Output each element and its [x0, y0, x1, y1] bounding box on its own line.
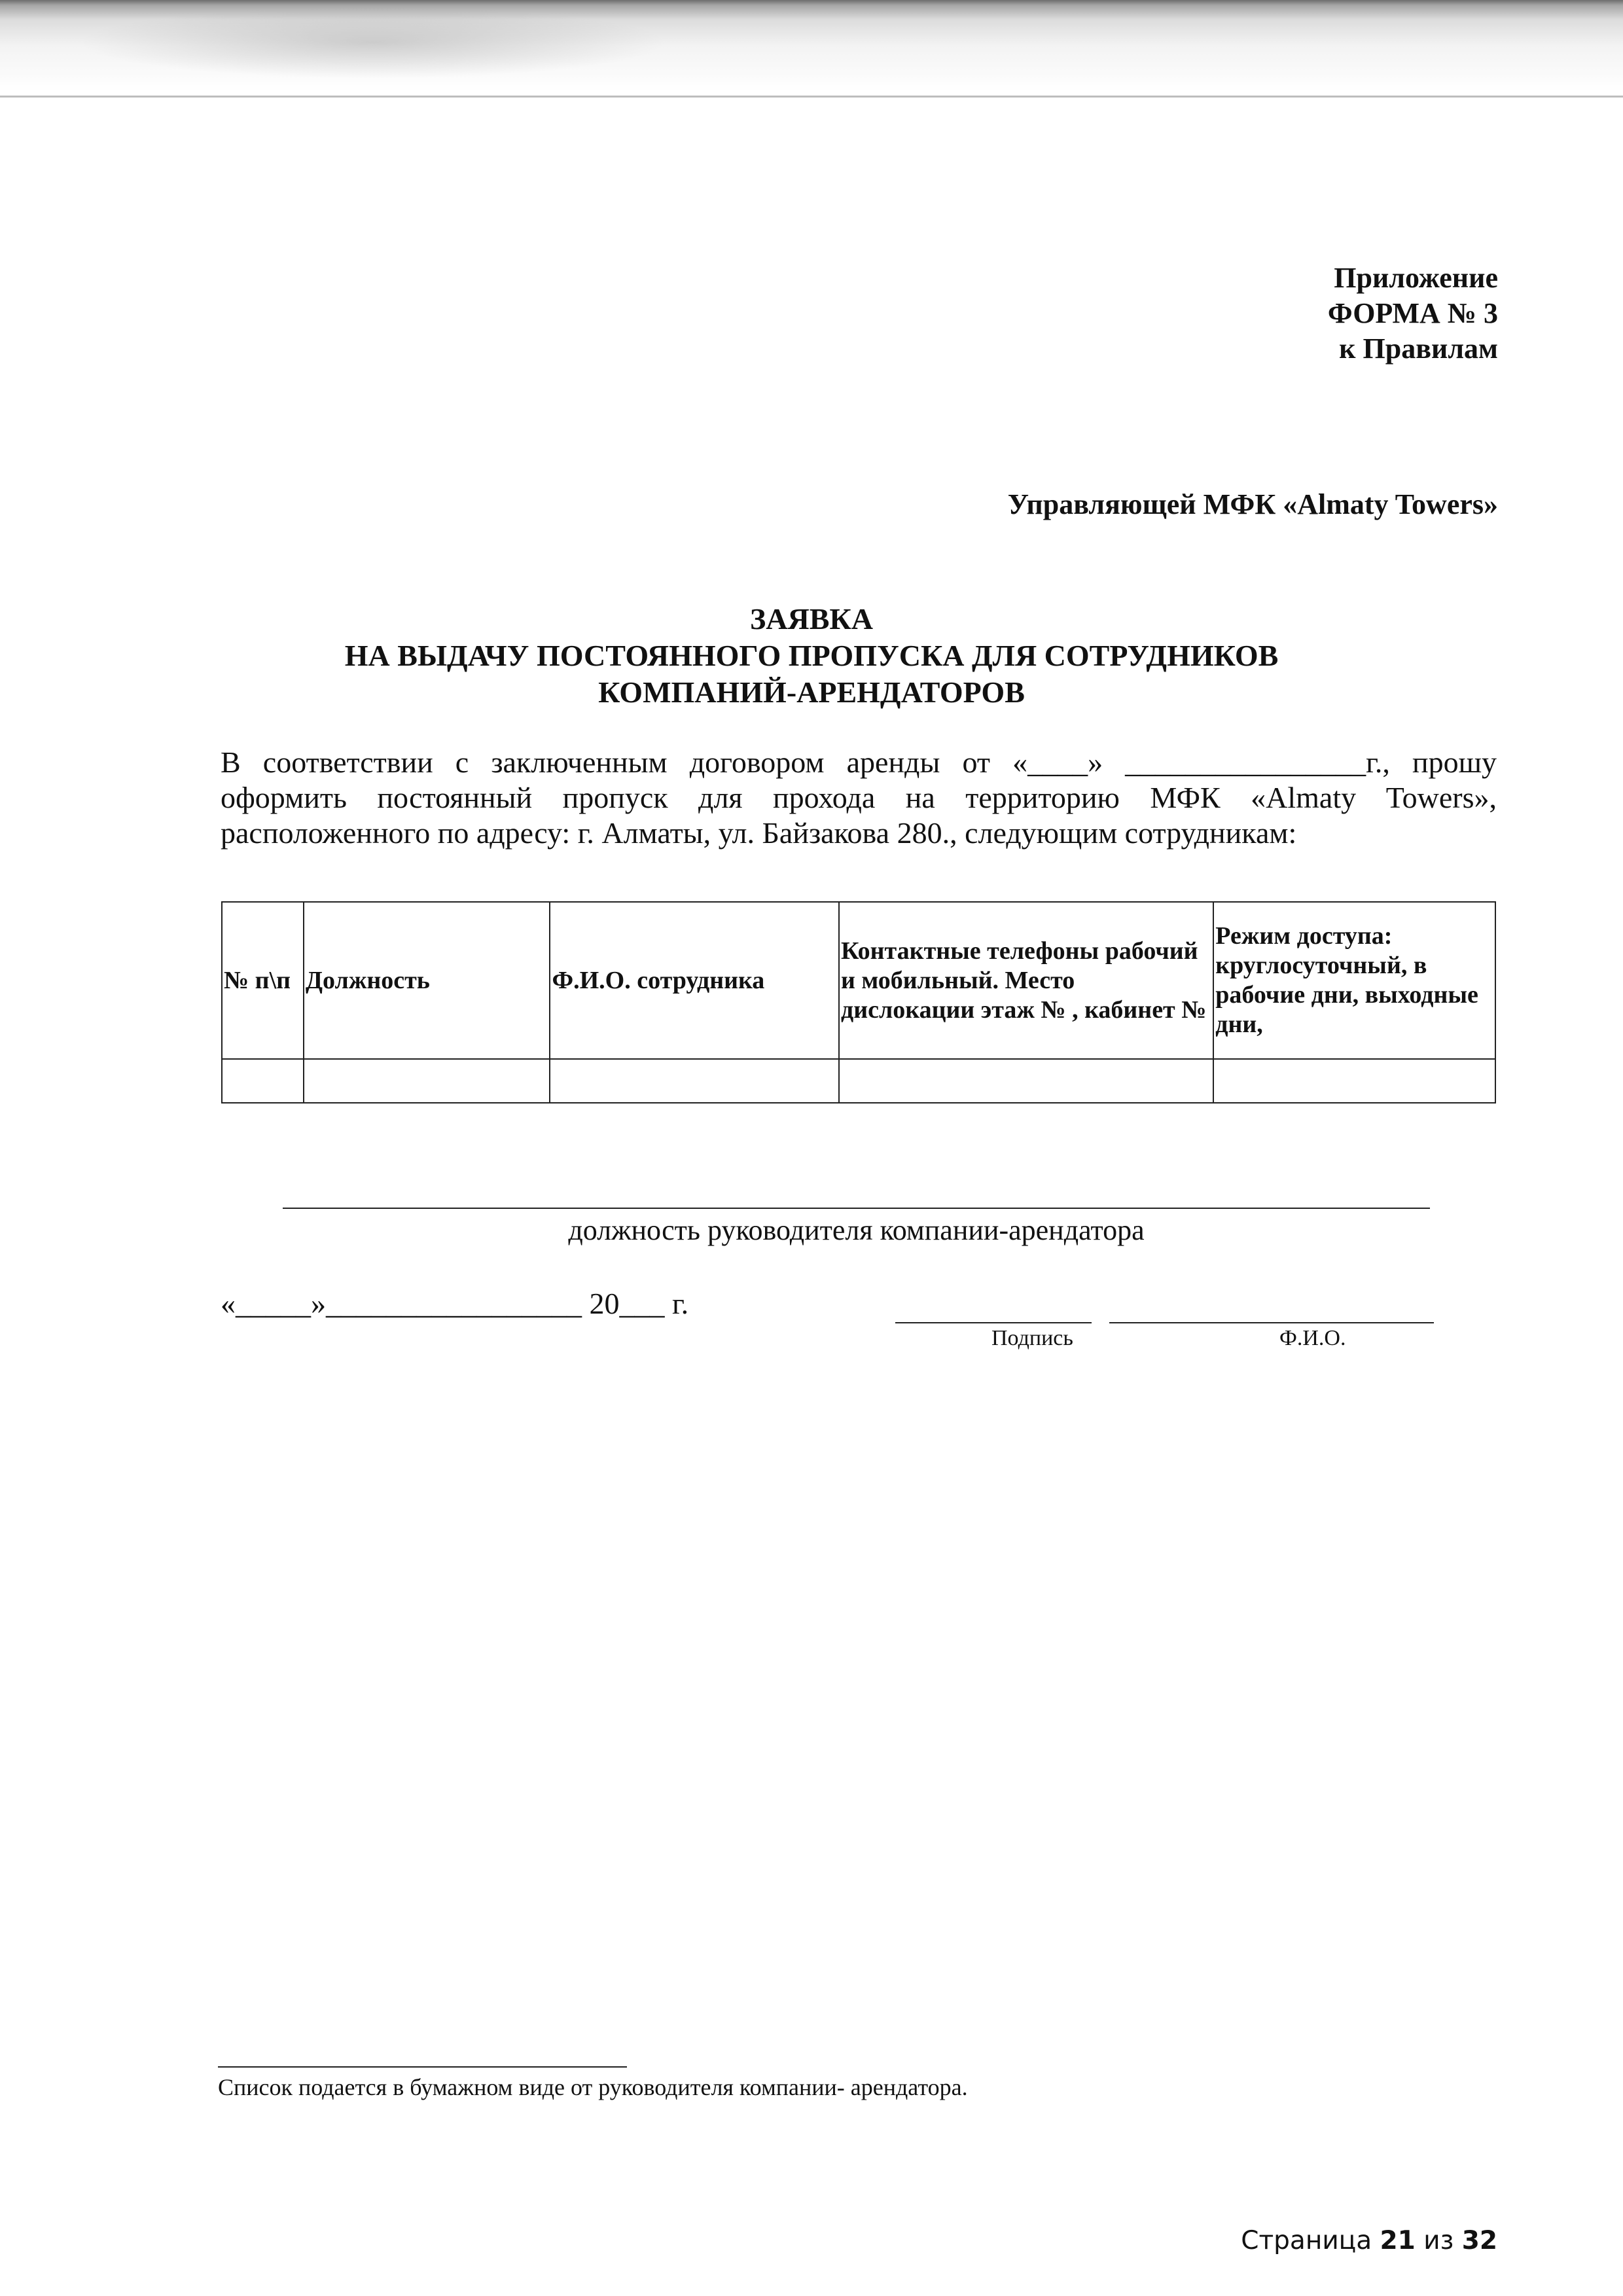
appendix-form-number: ФОРМА № 3	[1327, 297, 1498, 329]
table-cell[interactable]	[550, 1059, 839, 1103]
paragraph-line-3: расположенного по адресу: г. Алматы, ул. Байзакова 280., следующим сотрудникам:	[221, 816, 1297, 850]
table-row	[222, 1059, 1495, 1103]
title-line-1: ЗАЯВКА	[750, 602, 873, 636]
page-total: 32	[1461, 2226, 1497, 2255]
paragraph-line-1: В соответствии с заключенным договором аренды от «____» ________________г., прошу	[221, 745, 1497, 779]
page-prefix: Страница	[1241, 2226, 1372, 2255]
position-blank-line[interactable]	[283, 1208, 1430, 1209]
table-header-row	[222, 902, 1495, 1059]
appendix-block	[1328, 260, 1498, 367]
col-fullname-header: Ф.И.О. сотрудника	[550, 902, 839, 1059]
footnote: Список подается в бумажном виде от руководителя компании- арендатора.	[218, 2074, 968, 2100]
scan-edge-line	[0, 96, 1623, 98]
signature-label: Подпись	[991, 1326, 1073, 1350]
table-cell[interactable]	[1213, 1059, 1495, 1103]
signature-blank-line[interactable]	[895, 1322, 1092, 1323]
col-access-header: Режим доступа: круглосуточный, в рабочие дни, выходные дни,	[1213, 902, 1495, 1059]
scan-smudge	[79, 7, 668, 79]
page-number	[1241, 2225, 1497, 2257]
employees-table	[221, 901, 1496, 1103]
page-separator: из	[1423, 2226, 1454, 2255]
table-cell[interactable]	[222, 1059, 304, 1103]
table-cell[interactable]	[304, 1059, 550, 1103]
fullname-blank-line[interactable]	[1109, 1322, 1434, 1323]
col-contacts-header: Контактные телефоны рабочий и мобильный. Место дислокации этаж № , кабинет №	[839, 902, 1213, 1059]
page-current: 21	[1380, 2226, 1416, 2255]
paragraph-line-2: оформить постоянный пропуск для прохода на территорию МФК «Almaty Towers»,	[221, 781, 1497, 814]
request-paragraph	[221, 745, 1497, 851]
footnote-divider	[218, 2066, 627, 2068]
col-number-header: № п\п	[222, 902, 304, 1059]
col-position-header: Должность	[304, 902, 550, 1059]
title-line-3: КОМПАНИЙ-АРЕНДАТОРОВ	[598, 675, 1025, 709]
document-title	[0, 601, 1623, 711]
appendix-line-1: Приложение	[1334, 262, 1498, 294]
title-line-2: НА ВЫДАЧУ ПОСТОЯННОГО ПРОПУСКА ДЛЯ СОТРУДНИКОВ	[344, 639, 1279, 672]
appendix-line-3: к Правилам	[1339, 332, 1498, 365]
position-caption: должность руководителя компании-арендатора	[568, 1214, 1145, 1246]
table-cell[interactable]	[839, 1059, 1213, 1103]
addressee: Управляющей МФК «Almaty Towers»	[1007, 488, 1498, 520]
date-line: «_____»_________________ 20___ г.	[221, 1287, 689, 1320]
fullname-label: Ф.И.О.	[1279, 1326, 1346, 1350]
